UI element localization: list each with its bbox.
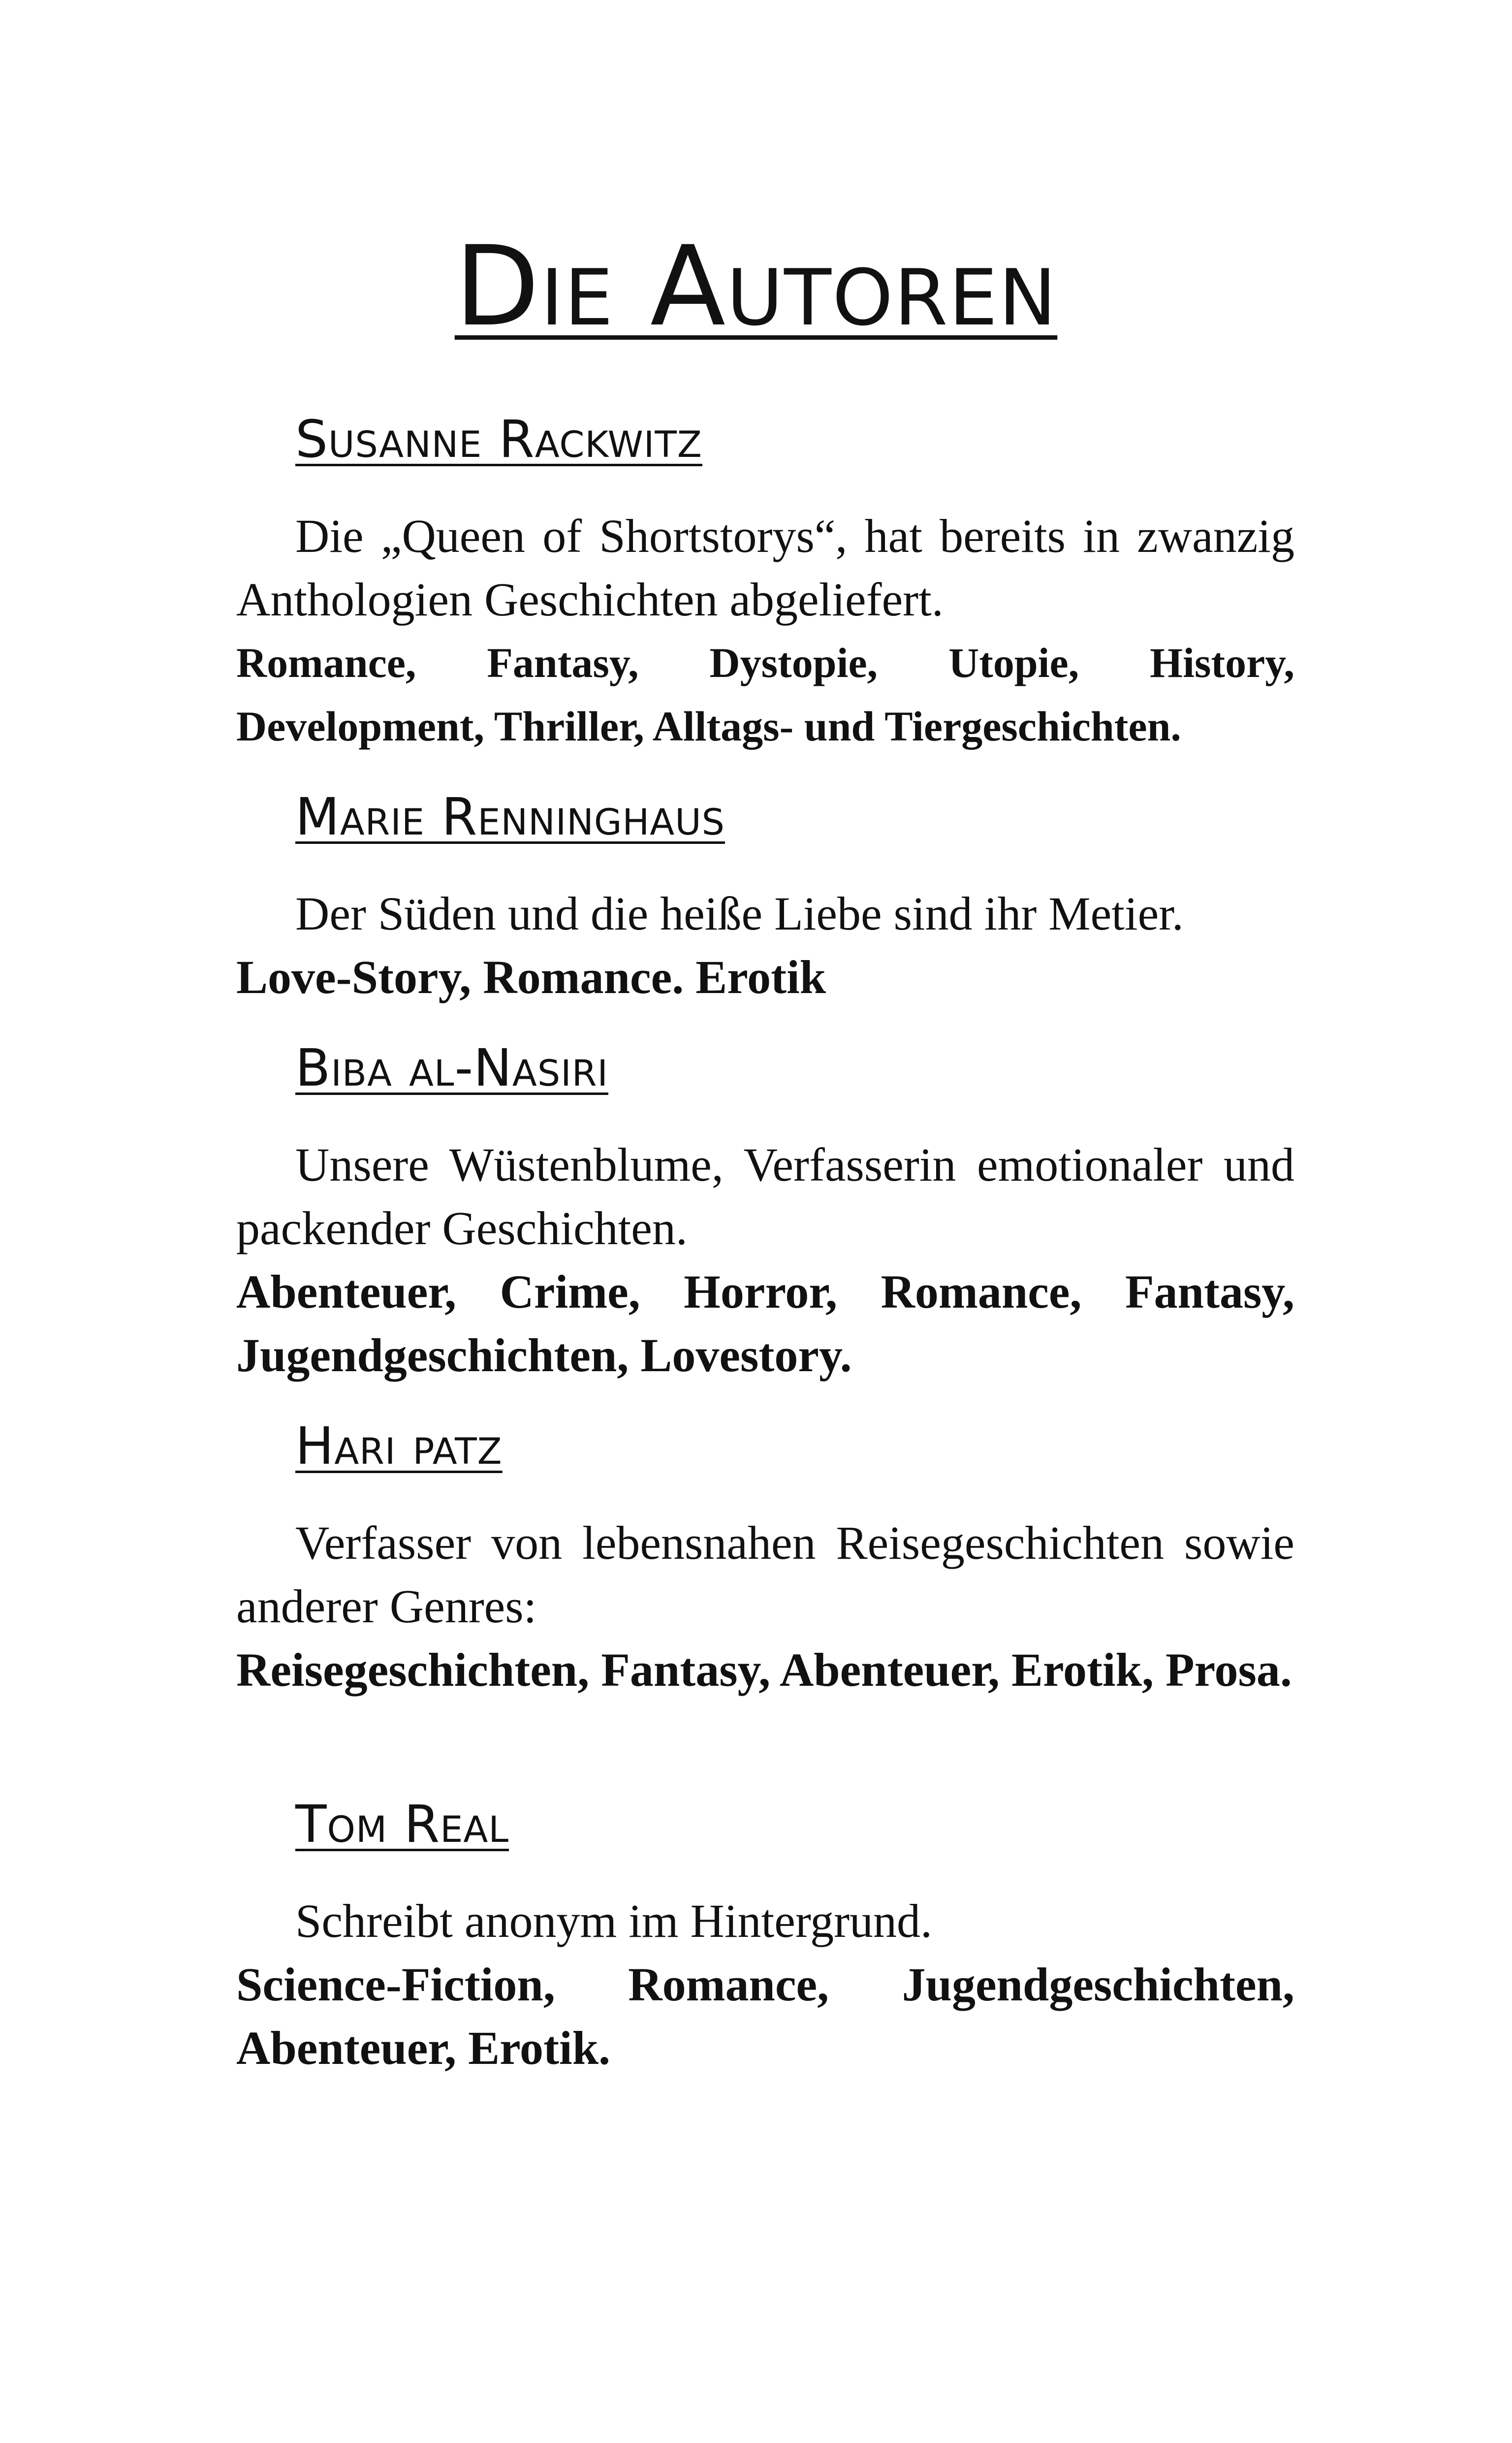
author-entry-hari-patz xyxy=(236,1416,1294,1702)
author-genres: Romance, Fantasy, Dystopie, Utopie, History, Development, Thriller, Alltags- und Tiergeschichten. xyxy=(236,639,1294,750)
author-description: Schreibt anonym im Hintergrund. xyxy=(295,1895,933,1947)
author-description: Der Süden und die heiße Liebe sind ihr Metier. xyxy=(295,887,1184,940)
author-description: Unsere Wüstenblume, Verfasserin emotionaler und packender Geschichten. xyxy=(236,1138,1294,1254)
page-title-text: Die Autoren xyxy=(454,222,1058,351)
author-name: Tom Real xyxy=(295,1794,509,1854)
author-genres: Science-Fiction, Romance, Jugendgeschichten, Abenteuer, Erotik. xyxy=(236,1958,1294,2074)
page-title xyxy=(0,222,1512,351)
author-entry-marie-renninghaus xyxy=(236,787,1294,1009)
author-name: Biba al-Nasiri xyxy=(295,1038,608,1098)
author-entry-tom-real xyxy=(236,1794,1294,2080)
author-genres: Reisegeschichten, Fantasy, Abenteuer, Erotik, Prosa. xyxy=(236,1643,1292,1696)
author-name: Susanne Rackwitz xyxy=(295,409,702,469)
author-description: Verfasser von lebensnahen Reisegeschichten sowie anderer Genres: xyxy=(236,1516,1294,1633)
author-description: Die „Queen of Shortstorys“, hat bereits in zwanzig Anthologien Geschichten abgeliefert. xyxy=(236,510,1294,626)
author-genres: Love-Story, Romance. Erotik xyxy=(236,951,826,1003)
author-entry-susanne-rackwitz xyxy=(236,409,1294,758)
author-name: Marie Renninghaus xyxy=(295,787,725,847)
author-entry-biba-al-nasiri xyxy=(236,1038,1294,1387)
author-genres: Abenteuer, Crime, Horror, Romance, Fantasy, Jugendgeschichten, Lovestory. xyxy=(236,1265,1294,1382)
author-name: Hari patz xyxy=(295,1416,503,1476)
